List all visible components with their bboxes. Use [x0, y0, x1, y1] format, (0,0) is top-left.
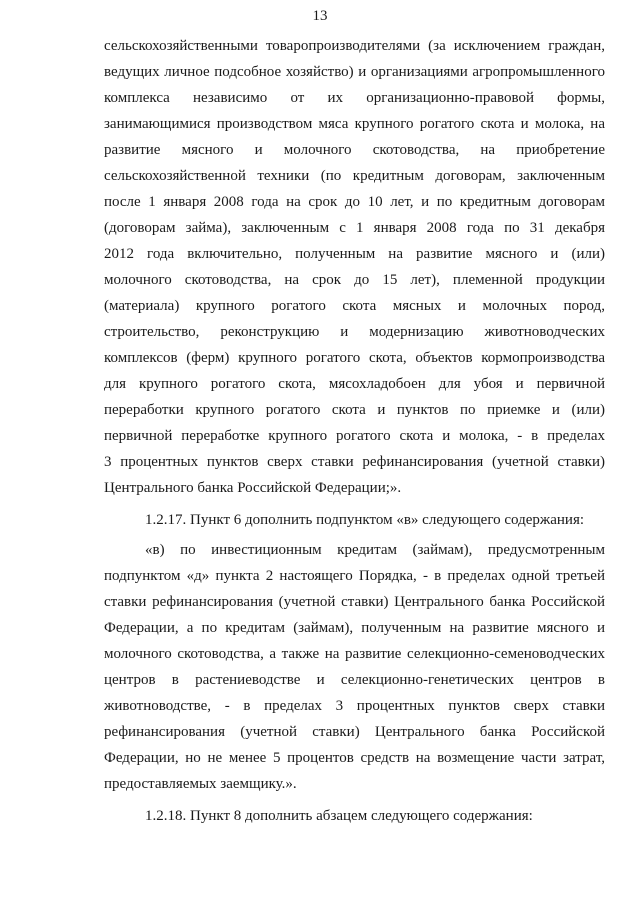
text-line: молочного скотоводства, а также на развитие селекционно-семеноводческих	[104, 646, 605, 662]
text-line: комплексов (ферм) крупного рогатого скота, объектов кормопроизводства	[104, 350, 605, 366]
text-line: 2012 года включительно, полученным на развитие мясного и (или)	[104, 246, 605, 262]
text-line: Федерации, но не менее 5 процентов средств на возмещение части затрат,	[104, 750, 605, 766]
text-line: (материала) крупного рогатого скота мясных и молочных пород,	[104, 298, 605, 314]
text-line: центров в растениеводстве и селекционно-генетических центров в	[104, 672, 605, 688]
text-line: молочного скотоводства, на срок до 15 лет), племенной продукции	[104, 272, 605, 288]
text-line: сельскохозяйственной техники (по кредитным договорам, заключенным	[104, 168, 605, 184]
text-line: Центрального банка Российской Федерации;».	[104, 480, 402, 496]
text-line: переработки крупного рогатого скота и пунктов по приемке и (или)	[104, 402, 605, 418]
text-line: развитие мясного и молочного скотоводства, на приобретение	[104, 142, 605, 158]
text-line: рефинансирования (учетной ставки) Центрального банка Российской	[104, 724, 605, 740]
section-heading-1-2-18: 1.2.18. Пункт 8 дополнить абзацем следующего содержания:	[145, 808, 533, 824]
text-line: для крупного рогатого скота, мясохладобоен для убоя и первичной	[104, 376, 605, 392]
text-line: Федерации, а по кредитам (займам), полученным на развитие мясного и	[104, 620, 605, 636]
text-line: сельскохозяйственными товаропроизводителями (за исключением граждан,	[104, 38, 605, 54]
text-line: ведущих личное подсобное хозяйство) и организациями агропромышленного	[104, 64, 605, 80]
text-line: первичной переработке крупного рогатого скота и молока, - в пределах	[104, 428, 605, 444]
text-line: строительство, реконструкцию и модернизацию животноводческих	[104, 324, 605, 340]
text-line: комплекса независимо от их организационно-правовой формы,	[104, 90, 605, 106]
text-line: «в) по инвестиционным кредитам (займам), предусмотренным	[145, 542, 605, 558]
text-line: (договорам займа), заключенным с 1 января 2008 года по 31 декабря	[104, 220, 605, 236]
text-line: 3 процентных пунктов сверх ставки рефинансирования (учетной ставки)	[104, 454, 605, 470]
text-line: занимающимися производством мяса крупного рогатого скота и молока, на	[104, 116, 605, 132]
text-line: подпунктом «д» пункта 2 настоящего Порядка, - в пределах одной третьей	[104, 568, 605, 584]
section-heading-1-2-17: 1.2.17. Пункт 6 дополнить подпунктом «в» следующего содержания:	[145, 512, 585, 528]
text-line: после 1 января 2008 года на срок до 10 лет, и по кредитным договорам	[104, 194, 605, 210]
text-line: предоставляемых заемщику.».	[104, 776, 297, 792]
text-line: животноводстве, - в пределах 3 процентных пунктов сверх ставки	[104, 698, 605, 714]
page-number: 13	[312, 8, 328, 24]
text-line: ставки рефинансирования (учетной ставки) Центрального банка Российской	[104, 594, 605, 610]
